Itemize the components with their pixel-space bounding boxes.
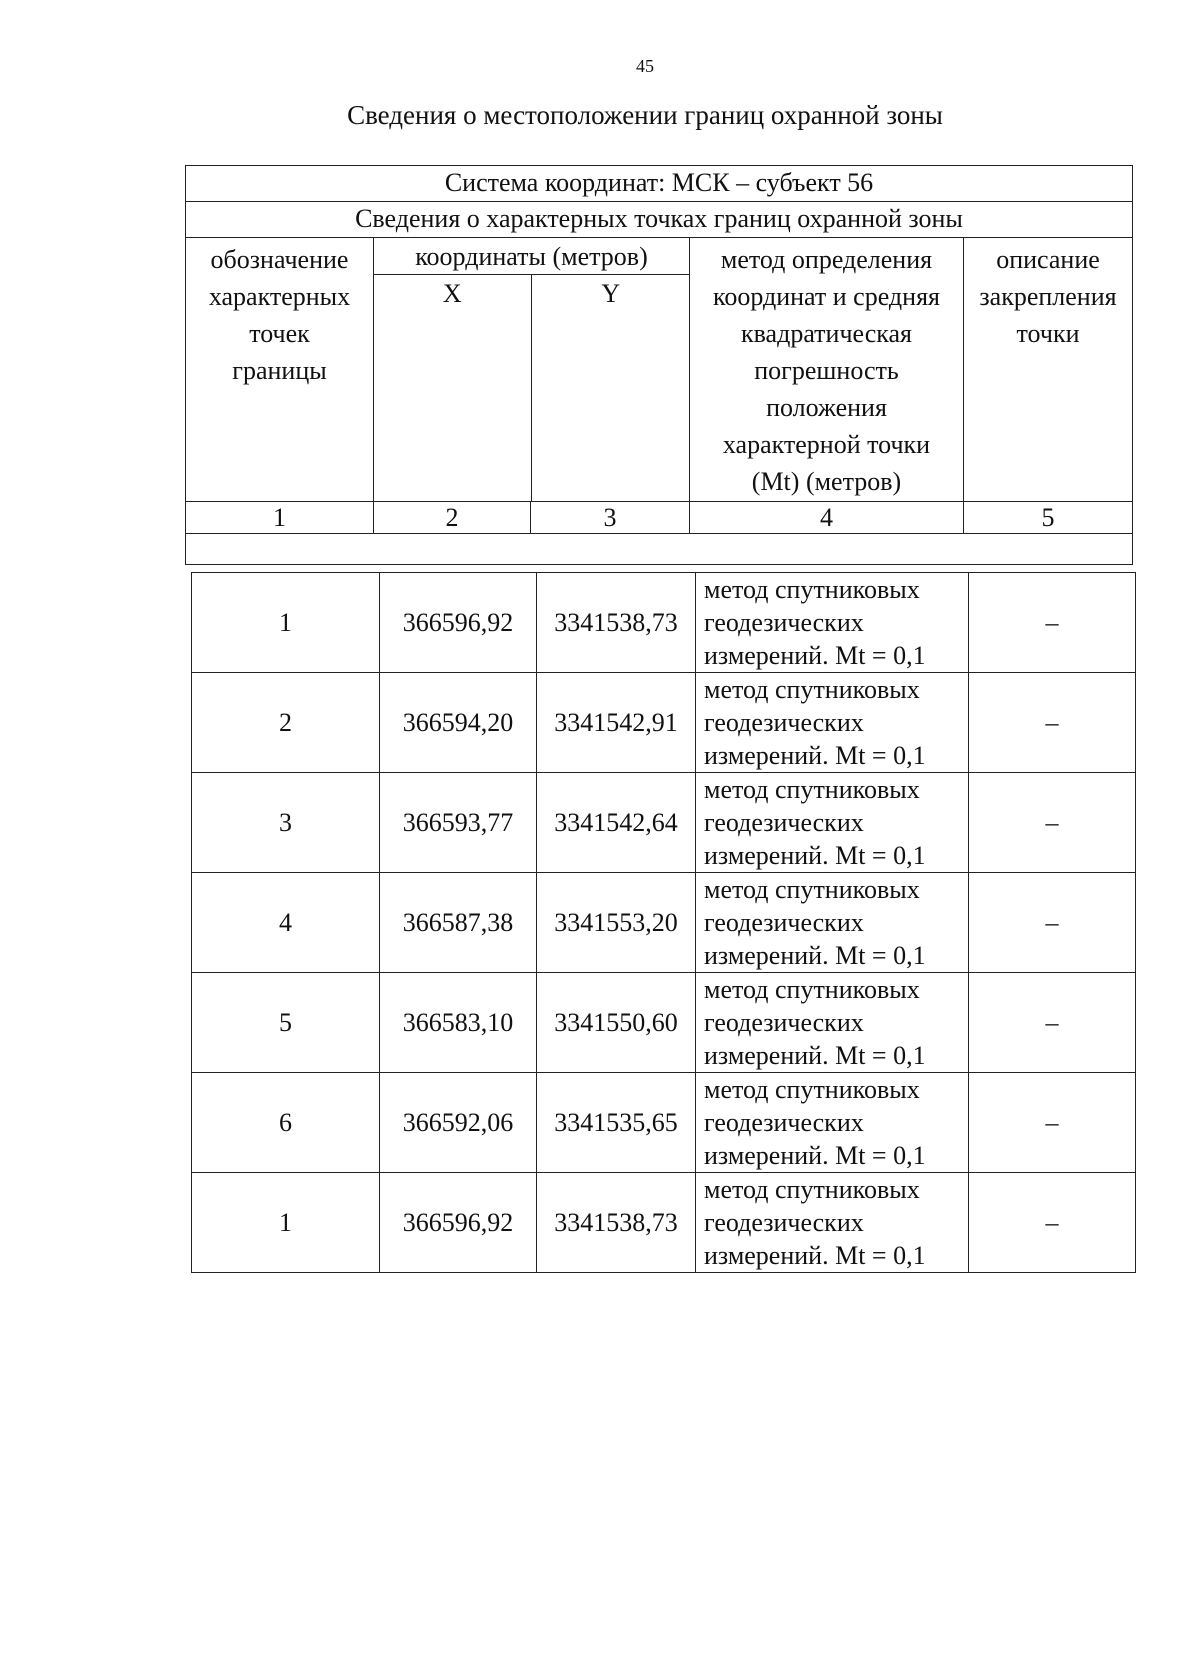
method-cell [696, 873, 969, 973]
table-row [192, 1073, 1136, 1173]
header-point-designation [186, 238, 374, 502]
point-number-cell: 5 [192, 973, 380, 1073]
x-coordinate-cell: 366593,77 [380, 773, 537, 873]
header-method [690, 238, 964, 502]
x-coordinate-cell: 366594,20 [380, 673, 537, 773]
text-line: измерений. Mt = 0,1 [704, 1041, 926, 1070]
document-title: Сведения о местоположении границ охранной зоны [347, 100, 943, 130]
y-coordinate-cell: 3341553,20 [537, 873, 696, 973]
point-number-cell: 1 [192, 1173, 380, 1273]
text-line: измерений. Mt = 0,1 [704, 641, 926, 670]
text-line: геодезических [704, 1008, 864, 1037]
table-row [192, 773, 1136, 873]
point-number-cell: 4 [192, 873, 380, 973]
description-cell: – [969, 773, 1136, 873]
text-line: измерений. Mt = 0,1 [704, 841, 926, 870]
table-row [192, 873, 1136, 973]
column-number-row [186, 502, 1133, 534]
empty-separator-row [186, 534, 1133, 565]
header-coordinates-label: координаты (метров) [374, 238, 689, 275]
text-line: геодезических [704, 908, 864, 937]
text-line: метод спутниковых [704, 1075, 920, 1104]
coordinates-subheader [374, 275, 690, 501]
x-coordinate-cell: 366596,92 [380, 1173, 537, 1273]
table-subtitle: Сведения о характерных точках границ охранной зоны [186, 202, 1133, 238]
text-line: геодезических [704, 608, 864, 637]
x-coordinate-cell: 366583,10 [380, 973, 537, 1073]
description-cell: – [969, 573, 1136, 673]
coordinates-table-body [191, 572, 1136, 1273]
text-line: границы [232, 356, 327, 385]
text-line: точек [249, 319, 310, 348]
y-coordinate-cell: 3341542,64 [537, 773, 696, 873]
description-cell: – [969, 1073, 1136, 1173]
description-cell: – [969, 1173, 1136, 1273]
method-cell [696, 1173, 969, 1273]
table-row [192, 573, 1136, 673]
text-line: положения [766, 393, 887, 422]
description-cell: – [969, 873, 1136, 973]
method-cell [696, 973, 969, 1073]
y-coordinate-cell: 3341538,73 [537, 573, 696, 673]
text-line: геодезических [704, 808, 864, 837]
text-line: (Mt) (метров) [751, 467, 902, 496]
text-line: геодезических [704, 1208, 864, 1237]
text-line: точки [1016, 319, 1080, 348]
y-coordinate-cell: 3341535,65 [537, 1073, 696, 1173]
x-coordinate-cell: 366596,92 [380, 573, 537, 673]
method-cell [696, 1073, 969, 1173]
text-line: погрешность [754, 356, 899, 385]
table-row [192, 673, 1136, 773]
page-number: 45 [636, 56, 654, 76]
text-line: измерений. Mt = 0,1 [704, 941, 926, 970]
header-y: Y [531, 275, 690, 501]
y-coordinate-cell: 3341550,60 [537, 973, 696, 1073]
text-line: метод спутниковых [704, 1175, 920, 1204]
text-line: обозначение [210, 245, 349, 274]
text-line: метод спутниковых [704, 675, 920, 704]
text-line: координат и средняя [713, 282, 940, 311]
column-number: 4 [690, 502, 964, 534]
text-line: геодезических [704, 708, 864, 737]
text-line: метод спутниковых [704, 975, 920, 1004]
y-coordinate-cell: 3341538,73 [537, 1173, 696, 1273]
text-line: измерений. Mt = 0,1 [704, 1241, 926, 1270]
text-line: описание [996, 245, 1100, 274]
header-x: X [374, 275, 531, 501]
column-number: 3 [531, 502, 690, 534]
coordinate-system: Система координат: МСК – субъект 56 [186, 166, 1133, 202]
header-coordinates [374, 238, 690, 502]
text-line: метод спутниковых [704, 775, 920, 804]
column-number: 5 [964, 502, 1133, 534]
description-cell: – [969, 973, 1136, 1073]
text-line: метод спутниковых [704, 875, 920, 904]
method-cell [696, 773, 969, 873]
text-line: закрепления [979, 282, 1117, 311]
description-cell: – [969, 673, 1136, 773]
table-row [192, 973, 1136, 1073]
y-coordinate-cell: 3341542,91 [537, 673, 696, 773]
point-number-cell: 2 [192, 673, 380, 773]
text-line: метод спутниковых [704, 575, 920, 604]
text-line: квадратическая [740, 319, 913, 348]
text-line: характерной точки [722, 430, 931, 459]
coordinates-table-header [185, 165, 1133, 565]
table-row [192, 1173, 1136, 1273]
header-description [964, 238, 1133, 502]
method-cell [696, 573, 969, 673]
x-coordinate-cell: 366587,38 [380, 873, 537, 973]
x-coordinate-cell: 366592,06 [380, 1073, 537, 1173]
method-cell [696, 673, 969, 773]
point-number-cell: 1 [192, 573, 380, 673]
text-line: измерений. Mt = 0,1 [704, 741, 926, 770]
text-line: характерных [208, 282, 351, 311]
point-number-cell: 3 [192, 773, 380, 873]
column-number: 2 [374, 502, 531, 534]
column-number: 1 [186, 502, 374, 534]
text-line: измерений. Mt = 0,1 [704, 1141, 926, 1170]
text-line: метод определения [720, 245, 933, 274]
text-line: геодезических [704, 1108, 864, 1137]
point-number-cell: 6 [192, 1073, 380, 1173]
